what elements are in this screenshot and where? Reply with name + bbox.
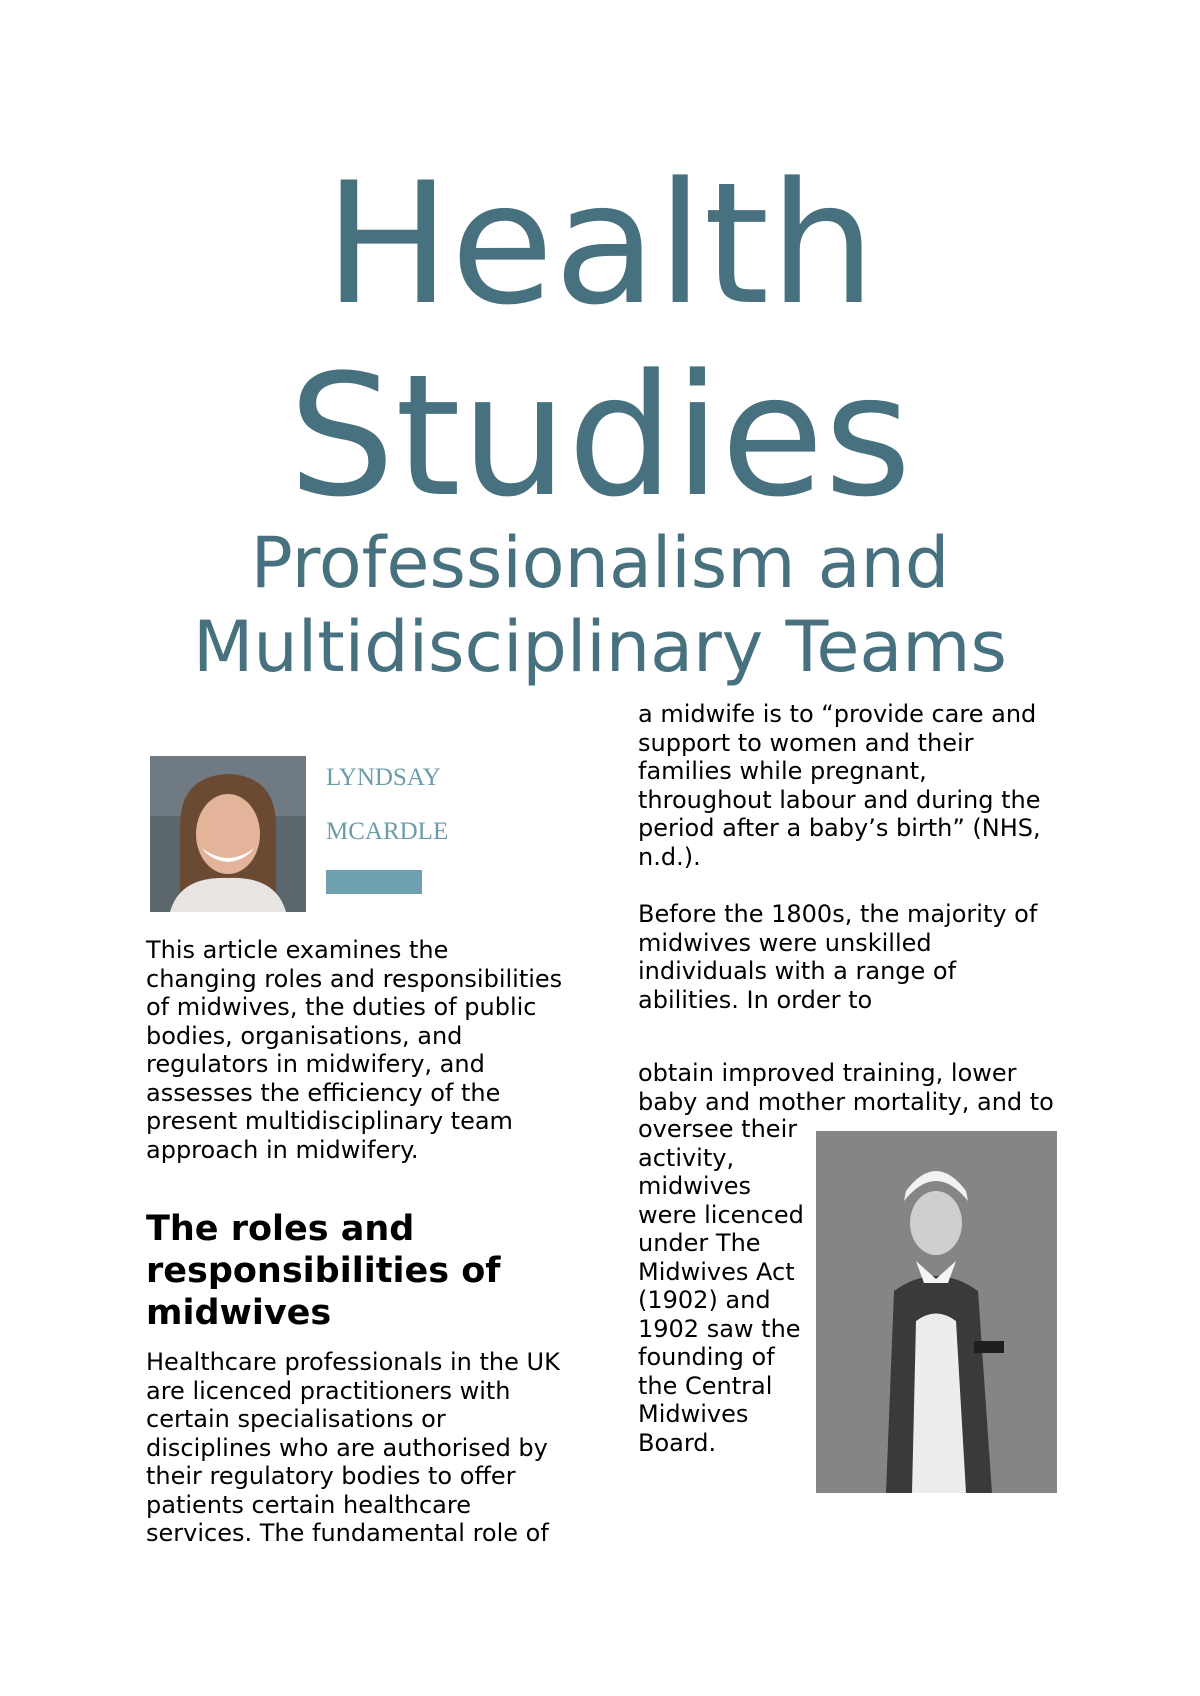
body-paragraph-right-4: oversee their activity, midwives were licenced under The Midwives Act (1902) and 1902 saw the founding of the Central Midwives Board.	[638, 1115, 804, 1457]
body-paragraph-right-3: obtain improved training, lower baby and mother mortality, and to	[638, 1059, 1054, 1116]
title-line-2: Studies	[288, 338, 912, 534]
author-first-name: LYNDSAY	[326, 764, 441, 791]
author-photo	[150, 756, 306, 912]
subtitle-line-2: Multidisciplinary Teams	[193, 606, 1007, 688]
author-last-name: MCARDLE	[326, 818, 449, 845]
intro-paragraph: This article examines the changing roles and responsibilities of midwives, the duties of public bodies, organisations, and regulators in midwifery, and assesses the efficiency of the present multidisciplinary team approach in midwifery.	[146, 936, 563, 1164]
body-paragraph-right-1: a midwife is to “provide care and support to women and their families while pregnant, throughout labour and during the period after a baby’s birth” (NHS, n.d.).	[638, 700, 1041, 871]
subtitle-line-1: Professionalism and	[250, 522, 950, 604]
body-paragraph-left: Healthcare professionals in the UK are licenced practitioners with certain specialisations or disciplines who are authorised by their regulatory bodies to offer patients certain healthcare services. The fundamental role of	[146, 1348, 560, 1547]
title-line-1: Health	[324, 146, 876, 342]
midwife-historical-photo	[816, 1131, 1057, 1493]
body-paragraph-right-2: Before the 1800s, the majority of midwives were unskilled individuals with a range of abilities. In order to	[638, 900, 1038, 1014]
author-accent-bar	[326, 870, 422, 894]
section-heading: The roles and responsibilities of midwives	[146, 1209, 501, 1333]
